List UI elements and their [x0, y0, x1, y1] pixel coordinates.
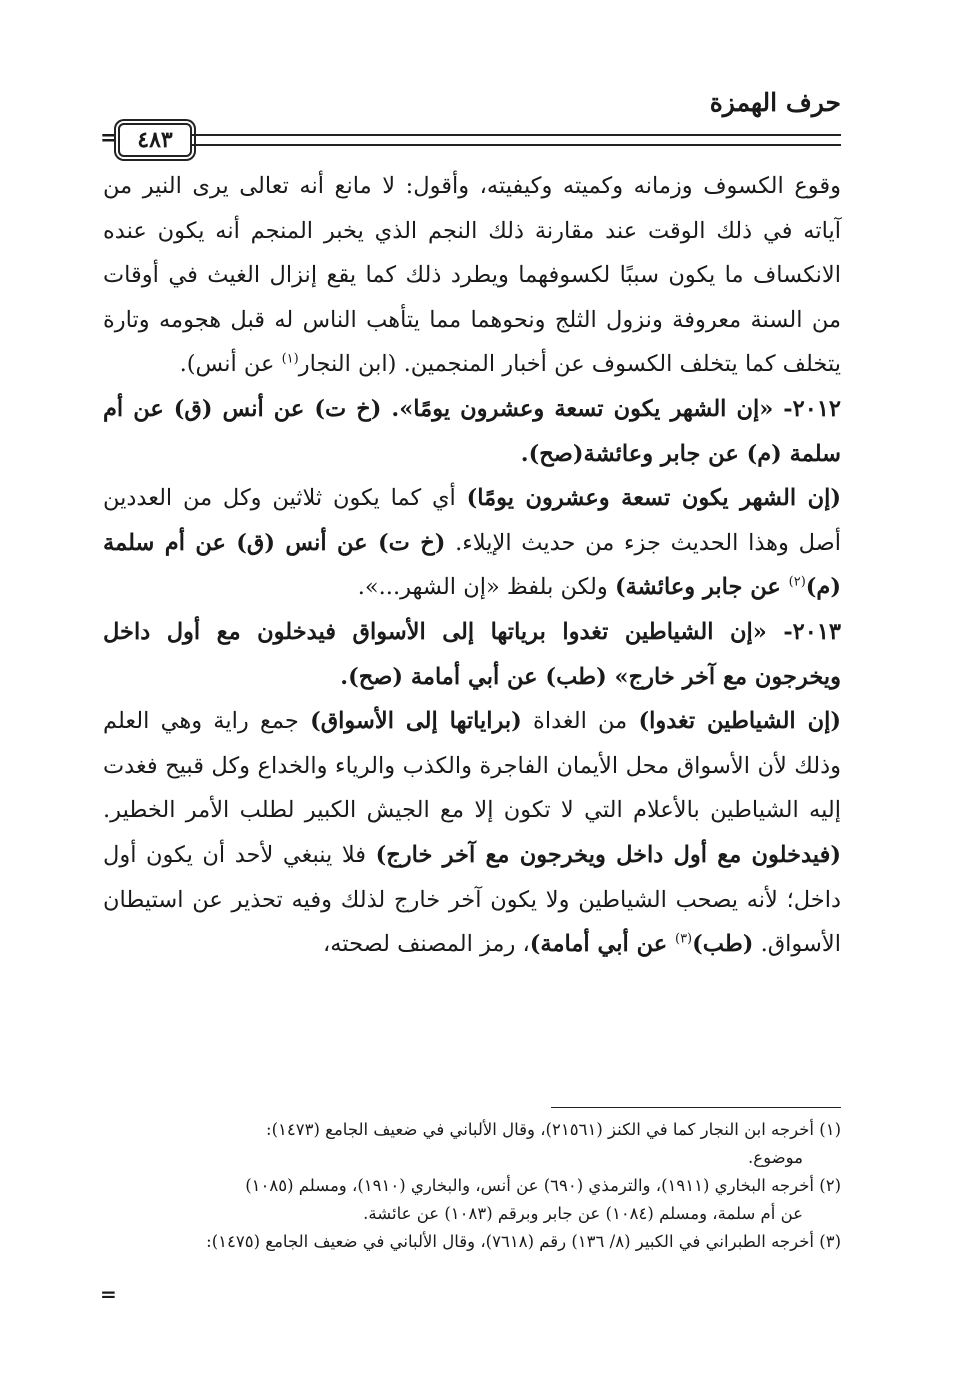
page-number: ٤٨٣: [118, 123, 192, 157]
commentary-2012-quote: (إن الشهر يكون تسعة وعشرون يومًا): [466, 485, 841, 512]
paragraph-1: [103, 164, 841, 387]
footnotes: [103, 1116, 841, 1256]
continuation-mark: =: [100, 1282, 117, 1306]
footnote-3: (٣) أخرجه الطبراني في الكبير (٨/ ١٣٦) رقم (٧٦١٨)، وقال الألباني في ضعيف الجامع (١٤٧٥):: [206, 1232, 841, 1251]
header-rule: [100, 123, 841, 157]
footnote-1-cont: موضوع.: [748, 1148, 803, 1167]
commentary-2013-text-1: من الغداة: [521, 708, 639, 735]
footnote-2-cont: عن أم سلمة، ومسلم (١٠٨٤) عن جابر وبرقم (١٠٨٣) عن عائشة.: [363, 1204, 803, 1223]
commentary-2013-quote-3: (فيدخلون مع أول داخل ويخرجون مع آخر خارج): [375, 841, 841, 868]
footnote-2: (٢) أخرجه البخاري (١٩١١)، والترمذي (٦٩٠) عن أنس، والبخاري (١٩١٠)، ومسلم (١٠٨٥): [245, 1176, 841, 1195]
footnote-ref-1: (١): [281, 351, 299, 367]
hadith-2013: ٢٠١٣- «إن الشياطين تغدوا برياتها إلى الأسواق فيدخلون مع أول داخل ويخرجون مع آخر خارج» (طب) عن أبي أمامة (صح).: [103, 618, 841, 690]
commentary-2012-text: أي كما يكون ثلاثين وكل من العددين أصل وهذا الحديث جزء من حديث الإيلاء.: [103, 485, 841, 556]
paragraph-1-text: وقوع الكسوف وزمانه وكميته وكيفيته، وأقول: لا مانع أنه تعالى يرى النير من آياته في ذلك الوقت عند مقارنة ذلك النجم الذي يخبر المنجم أنه يكون عنده الانكساف ما يكون سببًا لكسوفهما ويطرد ذلك كما يقع إنزال الغيث في أوقات من السنة معروفة ونزول الثلج ونحوهما مما يتأهب الناس له قبل هجومه وتارة يتخلف كما يتخلف الكسوف عن أخبار المنجمين. (ابن النجار: [103, 173, 841, 378]
commentary-2013-source-end: عن أبي أمامة): [529, 931, 675, 958]
commentary-2013-quote-2: (براياتها إلى الأسواق): [310, 708, 522, 735]
commentary-2013-text-2: جمع راية وهي العلم وذلك لأن الأسواق محل الأيمان الفاجرة والكذب والرياء والخداع وكل قبيح فغدت إليه الشياطين بالأعلام التي لا تكون إلا مع الجيش الكبير لطلب الأمر الخطير.: [103, 708, 841, 824]
commentary-2013-tail: ، رمز المصنف لصحته،: [322, 931, 530, 958]
commentary-2012-sources: (خ ت) عن أنس (ق) عن أم سلمة (م): [103, 529, 841, 601]
commentary-2013-quote-1: (إن الشياطين تغدوا): [638, 708, 842, 735]
commentary-2013-source: (طب): [692, 931, 754, 958]
main-text: [103, 164, 841, 967]
running-head-title: حرف الهمزة: [709, 88, 841, 117]
hadith-2012: ٢٠١٢- «إن الشهر يكون تسعة وعشرون يومًا». (خ ت) عن أنس (ق) عن أم سلمة (م) عن جابر وعائشة(صح).: [103, 395, 841, 467]
paragraph-1-end: عن أنس).: [179, 351, 282, 378]
header-double-line: [192, 134, 841, 146]
footnote-ref-3: (٣): [674, 931, 693, 947]
footnote-separator: [551, 1107, 841, 1108]
commentary-2012-sources-end: عن جابر وعائشة): [614, 574, 789, 601]
commentary-2013-text-3: فلا ينبغي لأحد أن يكون أول داخل؛ لأنه يصحب الشياطين ولا يكون آخر خارج لذلك وفيه تحذير عن استيطان الأسواق.: [103, 841, 841, 958]
footnote-1: (١) أخرجه ابن النجار كما في الكنز (٢١٥٦١)، وقال الألباني في ضعيف الجامع (١٤٧٣):: [266, 1120, 841, 1139]
header-eq-mark: =: [100, 125, 119, 151]
footnote-ref-2: (٢): [788, 574, 806, 590]
commentary-2012: [103, 476, 841, 610]
commentary-2012-tail: ولكن بلفظ «إن الشهر...».: [357, 574, 615, 601]
commentary-2013: [103, 699, 841, 967]
